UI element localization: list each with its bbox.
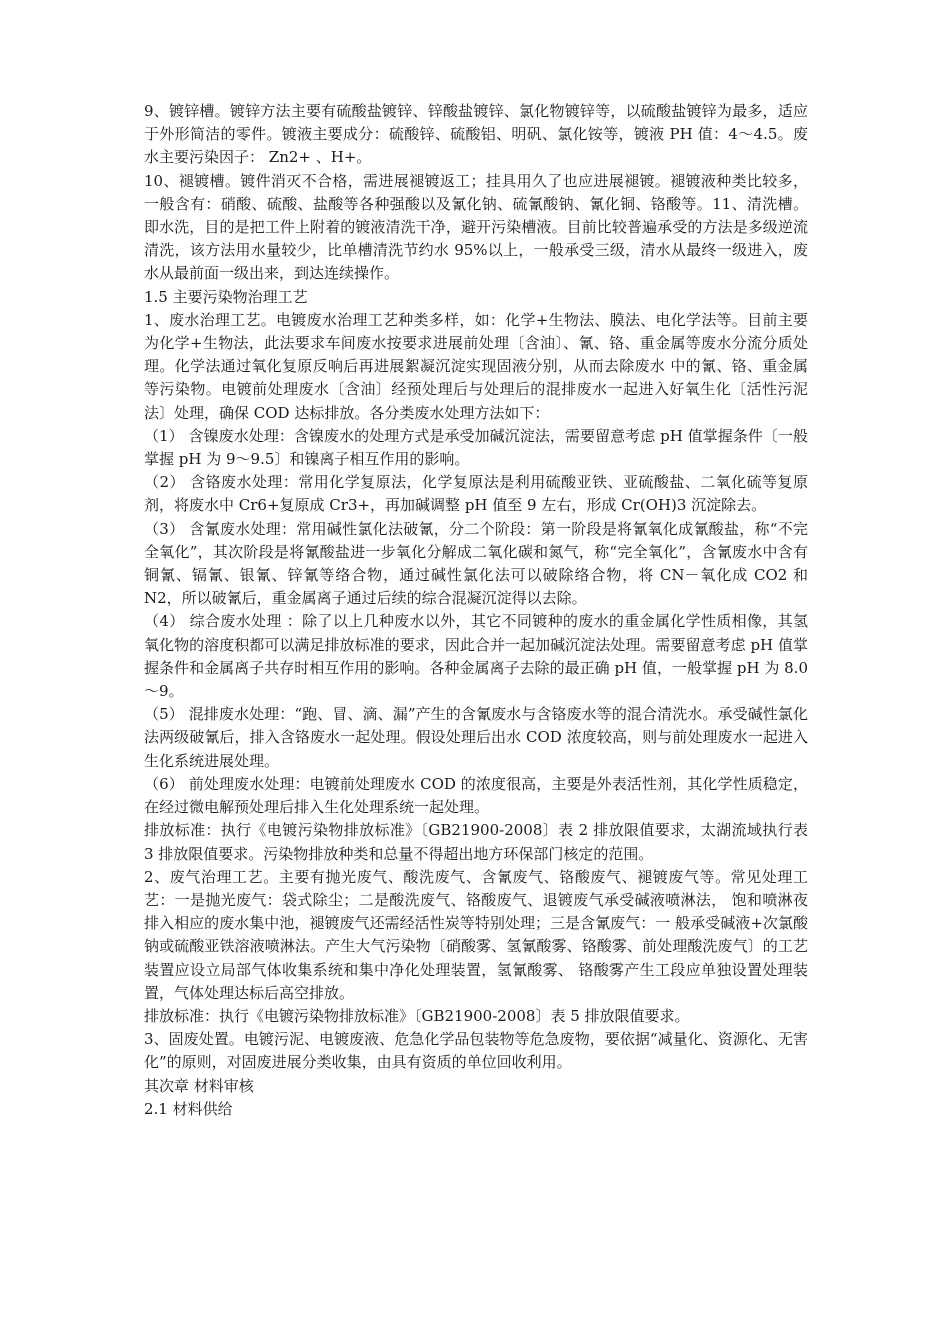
- chapter-heading-2: 其次章 材料审核: [144, 1076, 254, 1095]
- paragraph-nickel-wastewater: （1） 含镍废水处理：含镍废水的处理方式是承受加碱沉淀法，需要留意考虑 pH 值掌握条件〔一般掌握 pH 为 9～9.5〕和镍离子相互作用的影响。: [144, 426, 808, 469]
- paragraph-mixed-wastewater: （5） 混排废水处理：“跑、冒、滴、漏”产生的含氰废水与含铬废水等的混合清洗水。承受碱性氯化法两级破氰后，排入含铬废水一起处理。假设处理后出水 COD 浓度较高，则与前处理废水一起进入生化系统进展处理。: [144, 705, 808, 770]
- paragraph-combined-wastewater: （4） 综合废水处理 ：除了以上几种废水以外，其它不同镀种的废水的重金属化学性质相像，其氢氧化物的溶度积都可以满足排放标准的要求，因此合并一起加碱沉淀法处理。需要留意考虑 pH 值掌握条件和金属离子共存时相互作用的影响。各种金属离子去除的最正确 pH 值，一般掌握 pH 为 8.0～9。: [144, 612, 808, 701]
- paragraph-solid-waste: 3、固废处置。电镀污泥、电镀废液、危急化学品包装物等危急废物，要依据“减量化、资源化、无害化”的原则，对固废进展分类收集，由具有资质的单位回收利用。: [144, 1030, 808, 1072]
- paragraph-chromium-wastewater: （2） 含铬废水处理：常用化学复原法，化学复原法是利用硫酸亚铁、亚硫酸盐、二氧化硫等复原剂，将废水中 Cr6+复原成 Cr3+，再加碱调整 pH 值至 9 左右，形成 Cr(OH)3 沉淀除去。: [144, 473, 808, 515]
- paragraph-stripping-and-rinsing-tank: 10、褪镀槽。镀件消灭不合格，需进展褪镀返工；挂具用久了也应进展褪镀。褪镀液种类比较多，一般含有：硝酸、硫酸、盐酸等各种强酸以及氰化钠、硫氰酸钠、氰化铜、铬酸等。11、清洗槽。即水洗，目的是把工件上附着的镀液清洗干净，避开污染槽液。目前比较普遍承受的方法是多级逆流清洗，该方法用水量较少，比单槽清洗节约水 95%以上，一般承受三级，清水从最终一级进入，废水从最前面一级出来，到达连续操作。: [144, 171, 808, 283]
- paragraph-zinc-plating-tank: 9、镀锌槽。镀锌方法主要有硫酸盐镀锌、锌酸盐镀锌、氯化物镀锌等，以硫酸盐镀锌为最多，适应于外形简洁的零件。镀液主要成分：硫酸锌、硫酸铝、明矾、氯化铵等，镀液 PH 值：4～4.5。废水主要污染因子： Zn2+ 、H+。: [144, 102, 808, 167]
- document-page: [144, 100, 808, 1121]
- paragraph-cyanide-wastewater: （3） 含氰废水处理：常用碱性氯化法破氰，分二个阶段：第一阶段是将氰氧化成氰酸盐，称“不完全氧化”，其次阶段是将氰酸盐进一步氧化分解成二氧化碳和氮气，称“完全氧化”，含氰废水中含有铜氰、镉氰、银氰、锌氰等络合物，通过碱性氯化法可以破除络合物，将 CN－氧化成 CO2 和 N2，所以破氰后，重金属离子通过后续的综合混凝沉淀得以去除。: [144, 519, 808, 608]
- paragraph-wastewater-treatment: 1、废水治理工艺。电镀废水治理工艺种类多样，如：化学+生物法、膜法、电化学法等。目前主要为化学+生物法，此法要求车间废水按要求进展前处理〔含油〕、氰、铬、重金属等废水分流分质处理。化学法通过氧化复原反响后再进展絮凝沉淀实现固液分别，从而去除废水 中的氰、铬、重金属等污染物。电镀前处理废水〔含油〕经预处理后与处理后的混排废水一起进入好氧生化〔活性污泥法〕处理，确保 COD 达标排放。各分类废水处理方法如下：: [144, 310, 808, 422]
- paragraph-gas-discharge-standard: 排放标准：执行《电镀污染物排放标准》〔GB21900-2008〕表 5 排放限值要求。: [144, 1006, 690, 1025]
- paragraph-pretreatment-wastewater: （6） 前处理废水处理：电镀前处理废水 COD 的浓度很高，主要是外表活性剂，其化学性质稳定，在经过微电解预处理后排入生化处理系统一起处理。: [144, 774, 808, 817]
- section-heading-1-5: 1.5 主要污染物治理工艺: [144, 287, 308, 306]
- section-heading-2-1: 2.1 材料供给: [144, 1099, 233, 1118]
- paragraph-exhaust-gas-treatment: 2、废气治理工艺。主要有抛光废气、酸洗废气、含氰废气、铬酸废气、褪镀废气等。常见处理工艺：一是抛光废气：袋式除尘；二是酸洗废气、铬酸废气、退镀废气承受碱液喷淋法， 饱和喷淋夜排入相应的废水集中池，褪镀废气还需经活性炭等特别处理；三是含氰废气：一 般承受碱液+次氯酸钠或硫酸亚铁溶液喷淋法。产生大气污染物〔硝酸雾、氢氰酸雾、铬酸雾、前处理酸洗废气〕的工艺装置应设立局部气体收集系统和集中净化处理装置，氢氰酸雾、 铬酸雾产生工段应单独设置处理装置，气体处理达标后高空排放。: [144, 867, 808, 1002]
- paragraph-wastewater-discharge-standard: 排放标准：执行《电镀污染物排放标准》〔GB21900-2008〕表 2 排放限值要求，太湖流域执行表 3 排放限值要求。污染物排放种类和总量不得超出地方环保部门核定的范围。: [144, 821, 808, 863]
